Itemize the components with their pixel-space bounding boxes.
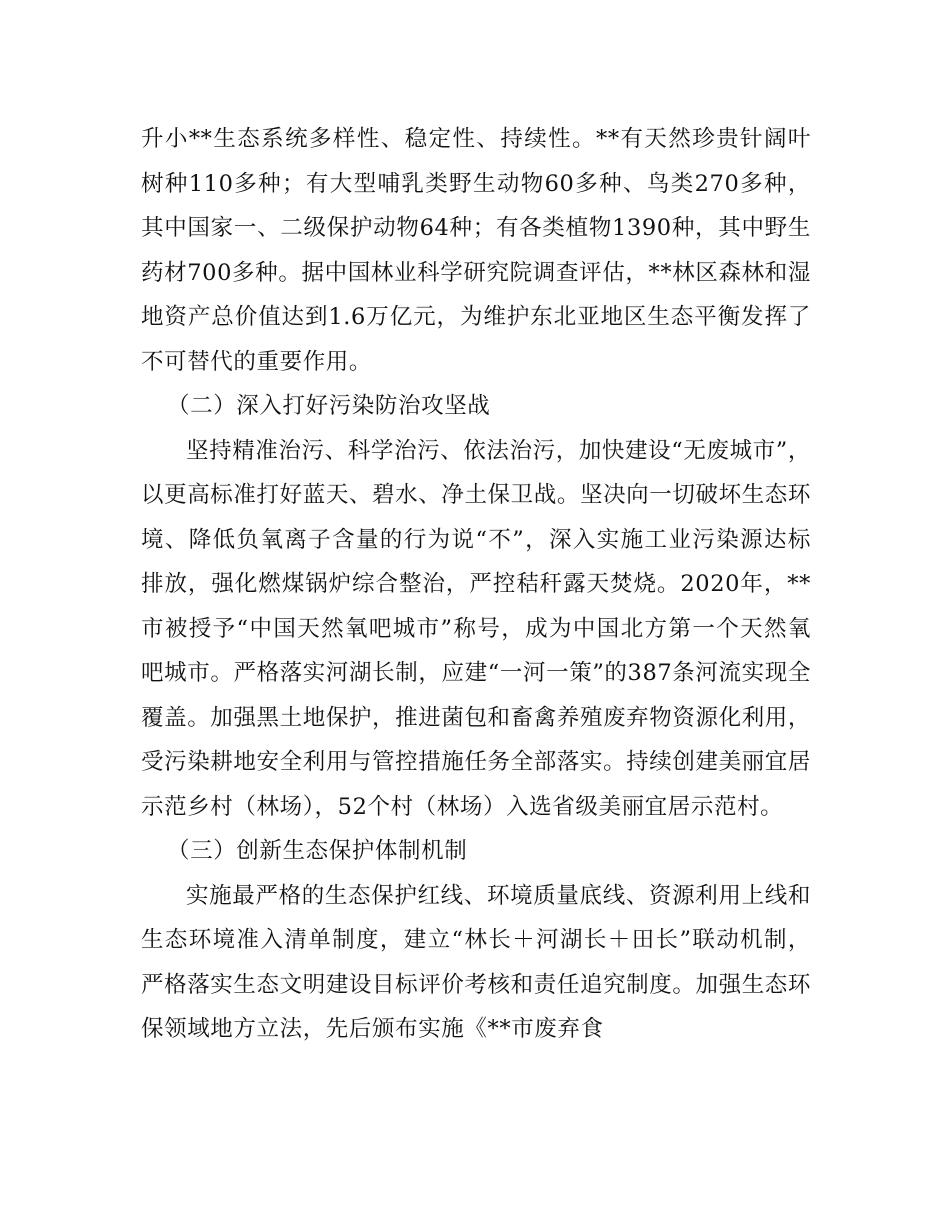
paragraph-ecological-mechanism: 实施最严格的生态保护红线、环境质量底线、资源利用上线和生态环境准入清单制度，建立“林长＋河湖长＋田长”联动机制，严格落实生态文明建设目标评价考核和责任追究制度。加强生态环保领域地方立法，先后颁布实施《**市废弃食 bbox=[141, 882, 811, 1042]
section-heading-pollution-control: （二）深入打好污染防治攻坚战 bbox=[167, 393, 491, 419]
document-page bbox=[141, 117, 811, 1052]
section-heading-ecological-mechanism: （三）创新生态保护体制机制 bbox=[167, 838, 468, 864]
paragraph-pollution-control: 坚持精准治污、科学治污、依法治污，加快建设“无废城市”，以更高标准打好蓝天、碧水、净土保卫战。坚决向一切破坏生态环境、降低负氧离子含量的行为说“不”，深入实施工业污染源达标排放，强化燃煤锅炉综合整治，严控秸秆露天焚烧。2020年，**市被授予“中国天然氧吧城市”称号，成为中国北方第一个天然氧吧城市。严格落实河湖长制，应建“一河一策”的387条河流实现全覆盖。加强黑土地保护，推进菌包和畜禽养殖废弃物资源化利用，受污染耕地安全利用与管控措施任务全部落实。持续创建美丽宜居示范乡村（林场），52个村（林场）入选省级美丽宜居示范村。 bbox=[141, 437, 811, 820]
paragraph-ecosystem-diversity: 升小**生态系统多样性、稳定性、持续性。**有天然珍贵针阔叶树种110多种；有大型哺乳类野生动物60多种、鸟类270多种，其中国家一、二级保护动物64种；有各类植物1390种，其中野生药材700多种。据中国林业科学研究院调查评估，**林区森林和湿地资产总价值达到1.6万亿元，为维护东北亚地区生态平衡发挥了不可替代的重要作用。 bbox=[141, 126, 811, 375]
